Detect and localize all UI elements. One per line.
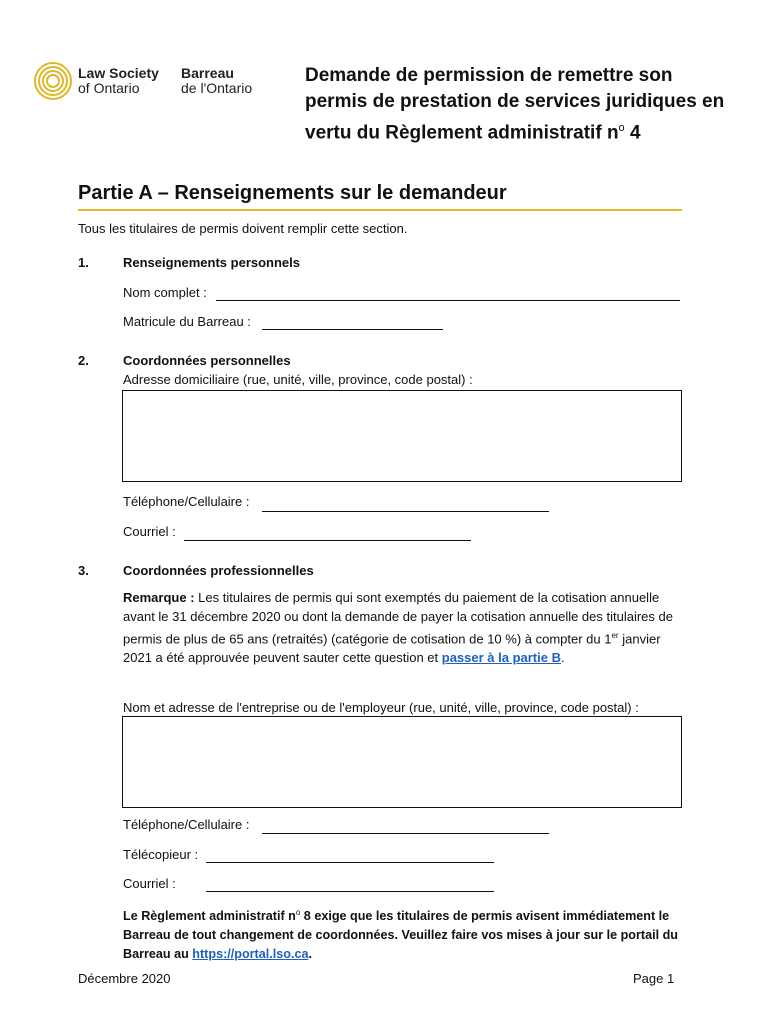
section-1-title: Renseignements personnels (123, 255, 300, 270)
title-sup: o (618, 122, 625, 134)
bylaw-notice (123, 903, 683, 964)
remark-sup: er (611, 631, 619, 640)
employer-address-field[interactable] (122, 716, 682, 808)
full-name-field[interactable] (216, 300, 680, 301)
bar-number-field[interactable] (262, 329, 443, 330)
logo-en-line1: Law Society (78, 65, 159, 81)
bylaw-sup: o (295, 908, 301, 917)
logo-english (78, 66, 159, 96)
logo-french (181, 66, 252, 96)
section-2-number: 2. (78, 353, 89, 368)
section-3-number: 3. (78, 563, 89, 578)
gold-divider (78, 209, 682, 211)
personal-phone-label: Téléphone/Cellulaire : (123, 494, 250, 509)
section-3-title: Coordonnées professionnelles (123, 563, 314, 578)
fax-label: Télécopieur : (123, 847, 199, 862)
skip-to-part-b-link[interactable]: passer à la partie B (441, 650, 561, 666)
personal-email-label: Courriel : (123, 524, 176, 539)
part-a-intro: Tous les titulaires de permis doivent remplir cette section. (78, 221, 408, 236)
bylaw-end: . (308, 947, 312, 962)
bar-number-label: Matricule du Barreau : (123, 314, 251, 329)
business-phone-label: Téléphone/Cellulaire : (123, 817, 250, 832)
logo-fr-line2: de l'Ontario (181, 80, 253, 96)
fax-field[interactable] (206, 862, 494, 863)
part-a-heading: Partie A – Renseignements sur le demandeur (78, 182, 507, 204)
page-title (305, 63, 725, 146)
title-end: 4 (624, 122, 641, 144)
footer-date: Décembre 2020 (78, 971, 171, 986)
bylaw-text-2: 8 exige que les titulaires de permis avisent immédiatement le Barreau de tout changement de coordonnées. Veuillez faire vos mises à jour sur le portail du Barreau au (123, 909, 678, 962)
home-address-label: Adresse domiciliaire (rue, unité, ville, province, code postal) : (123, 372, 473, 387)
full-name-label: Nom complet : (123, 285, 207, 300)
lso-logo (33, 61, 263, 101)
portal-link[interactable]: https://portal.lso.ca (192, 947, 309, 962)
home-address-field[interactable] (122, 390, 682, 482)
business-email-field[interactable] (206, 891, 494, 892)
remark-text-2: janvier 2021 a été approuvée peuvent sauter cette question et (123, 631, 661, 666)
section-1-number: 1. (78, 255, 89, 270)
footer-page-number: Page 1 (633, 971, 675, 986)
logo-fr-line1: Barreau (181, 65, 234, 81)
remark-label: Remarque : (123, 590, 195, 605)
remark-note (123, 588, 679, 667)
bylaw-text-1: Le Règlement administratif n (123, 909, 296, 924)
logo-en-line2: of Ontario (78, 80, 140, 96)
business-phone-field[interactable] (262, 833, 549, 834)
remark-text-1: Les titulaires de permis qui sont exemptés du paiement de la cotisation annuelle avant le 31 décembre 2020 ou dont la demande de payer la cotisation annuelle des titulaires de permis de plus de 65 ans (retraités) (catégorie de cotisation de 10 %) à compter du 1 (123, 590, 673, 647)
title-main: Demande de permission de remettre son permis de prestation de services juridiques en vertu du Règlement administratif n (305, 65, 725, 144)
lso-logo-mark (33, 61, 73, 101)
remark-end: . (560, 650, 565, 666)
employer-address-label: Nom et adresse de l'entreprise ou de l'employeur (rue, unité, ville, province, code postal) : (123, 700, 639, 715)
business-email-label: Courriel : (123, 876, 176, 891)
personal-phone-field[interactable] (262, 511, 549, 512)
personal-email-field[interactable] (184, 540, 471, 541)
section-2-title: Coordonnées personnelles (123, 353, 291, 368)
